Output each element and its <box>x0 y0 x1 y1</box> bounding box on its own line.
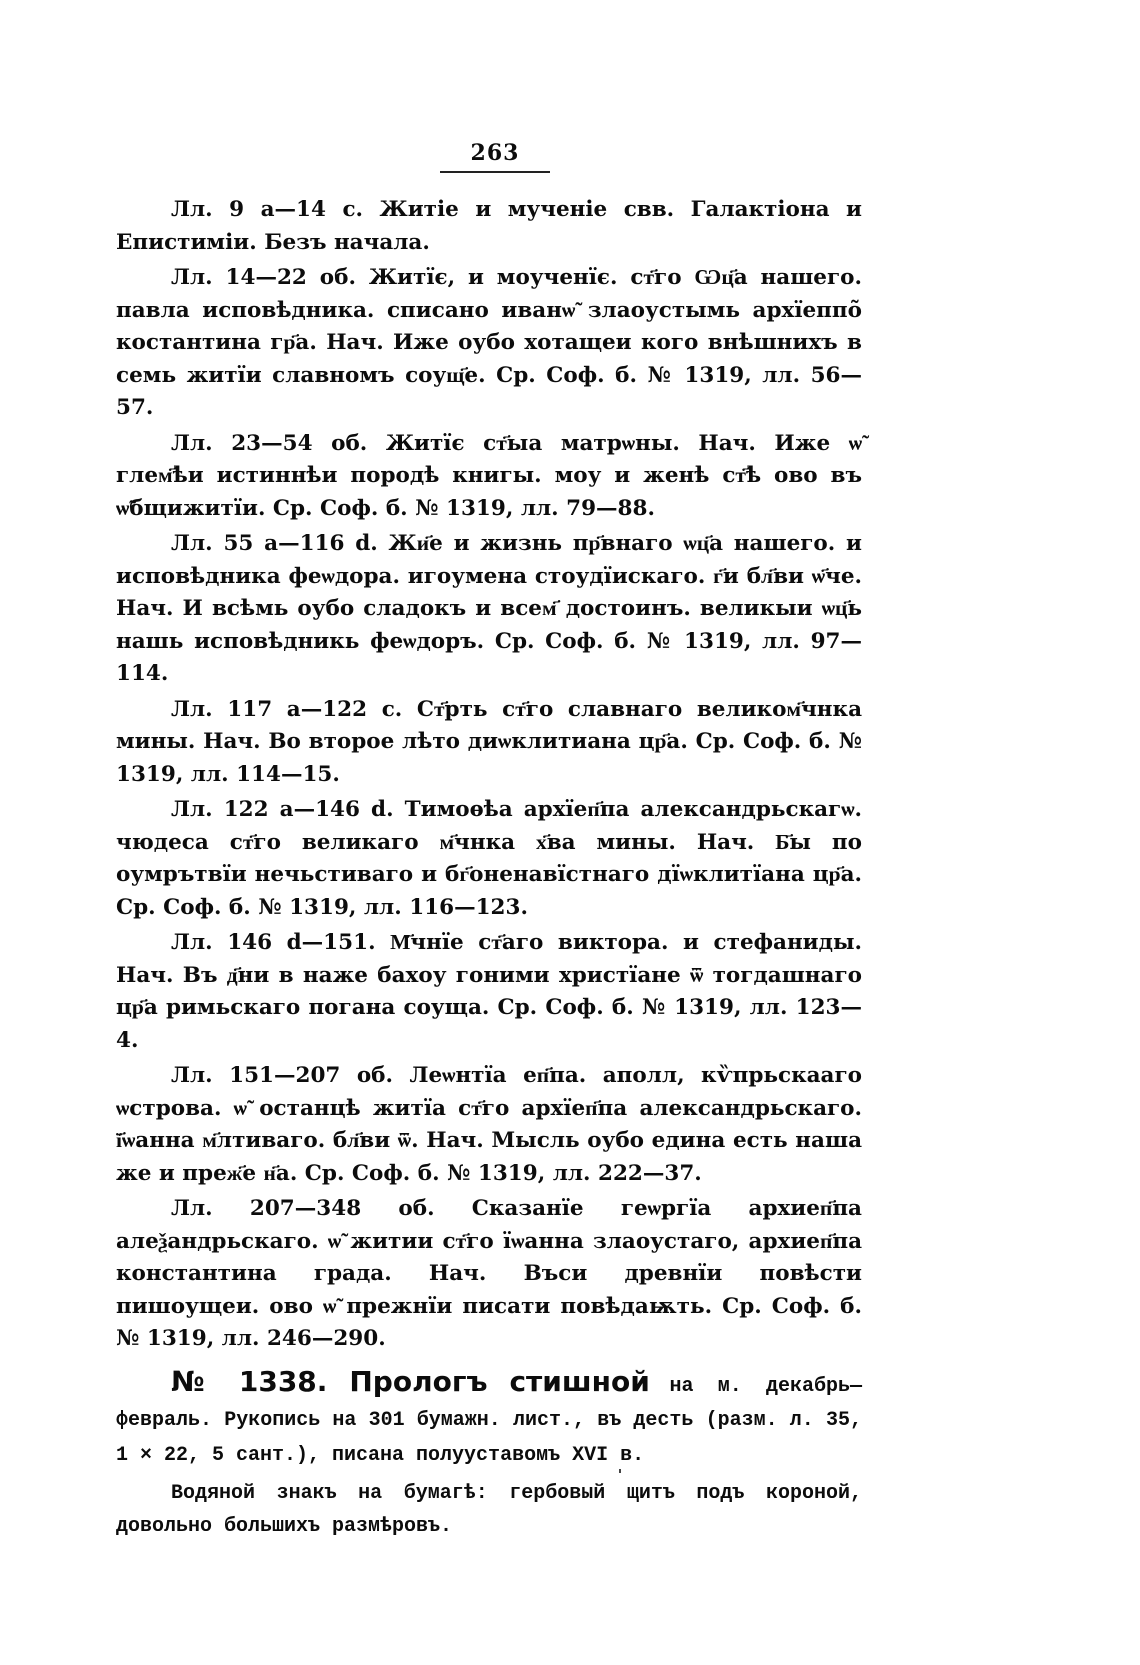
entry-paragraph: Лл. 122 а—146 d. Тимоѳѣа архїеп҃па александрьскагѡ. чюдеса ст҃го великаго м҃чнка х҃ва мины. Нач. Б҃ы по оумрътвїи нечьстиваго и бг҃оненавїстнаго дїѡклитїана цр҃а. Ср. Соф. б. № 1319, лл. 116—123. <box>116 797 862 920</box>
manuscript-heading <box>116 1366 862 1473</box>
main-text <box>116 194 862 1543</box>
manuscript-number-title: № 1338. Прологъ стишной <box>171 1364 650 1398</box>
entry-paragraph: Лл. 14—22 об. Житїє, и моученїє. ст҃го Ѡц҃а нашего. павла исповѣдника. списано иванѡ̃ злаоустымь архїеппо̃ костантина гр҃а. Нач. Иже оубо хотащеи кого внѣшнихъ в семь житїи славномъ соущ҃е. Ср. Соф. б. № 1319, лл. 56—57. <box>116 265 862 420</box>
page-number: 263 <box>470 140 520 166</box>
entry-paragraph: Лл. 117 а—122 с. Ст҃рть ст҃го славнаго великом҃чнка мины. Нач. Во второе лѣто диѡклитиана цр҃а. Ср. Соф. б. № 1319, лл. 114—15. <box>116 696 862 787</box>
entry-paragraph: Лл. 151—207 об. Леѡнтїа еп҃па. аполл, кѷпрьскааго ѡстрова. ѡ̃ останцѣ житїа ст҃го архїеп҃па александрьскаго. ї҃ѡанна м҃лтиваго. бл҃ви ѿ. Нач. Мысль оубо едина есть наша же и преж҃е н҃а. Ср. Соф. б. № 1319, лл. 222—37. <box>116 1063 862 1186</box>
entry-paragraph: Лл. 23—54 об. Житїє ст҃ыа матрѡны. Нач. Иже ѡ̃ глем҃ѣи истиннѣи породѣ книгы. моу и женѣ ст҃ѣ ово въ ѡ̃бщижитїи. Ср. Соф. б. № 1319, лл. 79—88. <box>116 430 862 521</box>
manuscript-description: на м. декабрь—февраль. Рукопись на 301 бумажн. лист., въ десть (разм. л. 35, 1 × 22, 5 сант.), писана полууставомъ XVI в. <box>116 1374 862 1467</box>
scan-speck <box>619 1469 621 1473</box>
entry-paragraph: Лл. 207—348 об. Сказанїе геѡргїа архиеп҃па алеѯандрьскаго. ѡ̃ житии ст҃го їѡанна злаоустаго, архиеп҃па константина града. Нач. Въси древнїи повѣсти пишоущеи. ово ѡ̃ прежнїи писати повѣдаѭть. Ср. Соф. б. № 1319, лл. 246—290. <box>116 1196 862 1351</box>
page-number-rule <box>440 171 550 173</box>
entry-paragraph: Лл. 55 а—116 d. Жи҃е и жизнь пр҃внаго ѡц҃а нашего. и исповѣдника феѡдора. игоумена стоудїискаго. г҃и бл҃ви ѡ҃че. Нач. И всѣмь оубо сладокъ и всем҃ достоинъ. великыи ѡц҃ь нашь исповѣдникь феѡдоръ. Ср. Соф. б. № 1319, лл. 97—114. <box>116 531 862 686</box>
entry-paragraph: Лл. 9 а—14 с. Житіе и мученіе свв. Галактіона и Епистиміи. Безъ начала. <box>116 197 862 255</box>
watermark-note: Водяной знакъ на бумагѣ: гербовый щитъ подъ короной, довольно большихъ размѣровъ. <box>116 1482 862 1538</box>
entry-paragraph: Лл. 146 d—151. М҃чнїе ст҃аго виктора. и стефаниды. Нач. Въ д҃ни в наже бахоу гоними христїане ѿ тогдашнаго цр҃а римьскаго погана соуща. Ср. Соф. б. № 1319, лл. 123—4. <box>116 930 862 1053</box>
